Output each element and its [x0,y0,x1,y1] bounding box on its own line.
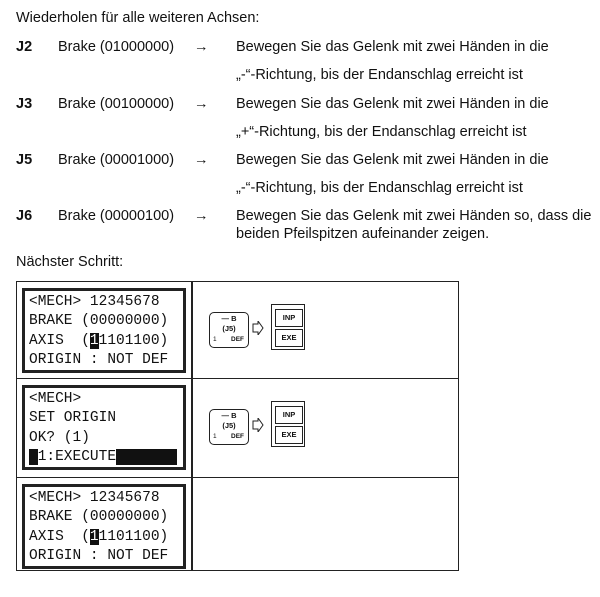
lcd-screen [22,385,186,470]
step-description: Bewegen Sie das Gelenk mit zwei Händen in die [236,39,549,55]
brake-code: Brake (00000100) [58,208,175,224]
next-step-heading: Nächster Schritt: [16,254,124,270]
lcd-screen [22,484,186,569]
inp-exe-key[interactable]: INP EXE [271,304,305,350]
brake-code: Brake (00100000) [58,96,175,112]
joint-label: J3 [16,96,33,112]
table-row [17,282,458,379]
joint-label: J2 [16,39,33,55]
joint-label: J6 [16,208,33,224]
lcd-line: AXIS (11101100) [29,528,169,545]
intro-text: Wiederholen für alle weiteren Achsen: [16,10,260,26]
arrow-icon: → [194,96,209,112]
joint-label: J5 [16,152,33,168]
step-description-cont: „-“-Richtung, bis der Endanschlag erreicht ist [236,180,523,196]
lcd-line: <MECH> 12345678 [29,490,160,506]
inp-exe-key[interactable]: INP EXE [271,401,305,447]
arrow-icon: → [194,39,209,55]
lcd-line: 1:EXECUTE [29,448,183,467]
lcd-line: <MECH> 12345678 [29,294,160,310]
step-description-cont: „-“-Richtung, bis der Endanschlag erreicht ist [236,67,523,83]
lcd-line: SET ORIGIN [29,410,117,427]
lcd-line: AXIS (11101100) [29,332,169,349]
step-description-cont: „+“-Richtung, bis der Endanschlag erreicht ist [236,124,527,140]
screen-table [16,281,459,571]
brake-code: Brake (01000000) [58,39,175,55]
step-description: Bewegen Sie das Gelenk mit zwei Händen in die [236,152,549,168]
lcd-screen [22,288,186,373]
lcd-line: ORIGIN : NOT DEF [29,351,169,368]
arrow-right-icon [252,418,264,432]
arrow-right-icon [252,321,264,335]
lcd-line: BRAKE (00000000) [29,509,169,526]
step-description-cont: beiden Pfeilspitzen aufeinander zeigen. [236,226,490,242]
lcd-cursor: 1 [89,332,99,349]
lcd-line: <MECH> [29,391,82,407]
step-description: Bewegen Sie das Gelenk mit zwei Händen in die [236,96,549,112]
b-key[interactable]: — B (J5) 1 DEF [209,312,249,348]
b-key[interactable]: — B (J5) 1 DEF [209,409,249,445]
brake-code: Brake (00001000) [58,152,175,168]
table-row [17,478,458,570]
table-row [17,379,458,478]
lcd-line: ORIGIN : NOT DEF [29,547,169,564]
arrow-icon: → [194,152,209,168]
lcd-line: BRAKE (00000000) [29,313,169,330]
lcd-line: OK? (1) [29,429,90,446]
lcd-cursor: 1 [89,528,99,545]
step-description: Bewegen Sie das Gelenk mit zwei Händen so, dass die [236,208,592,224]
lcd-cursor-bar [116,449,177,465]
lcd-cursor [29,449,38,465]
arrow-icon: → [194,208,209,224]
